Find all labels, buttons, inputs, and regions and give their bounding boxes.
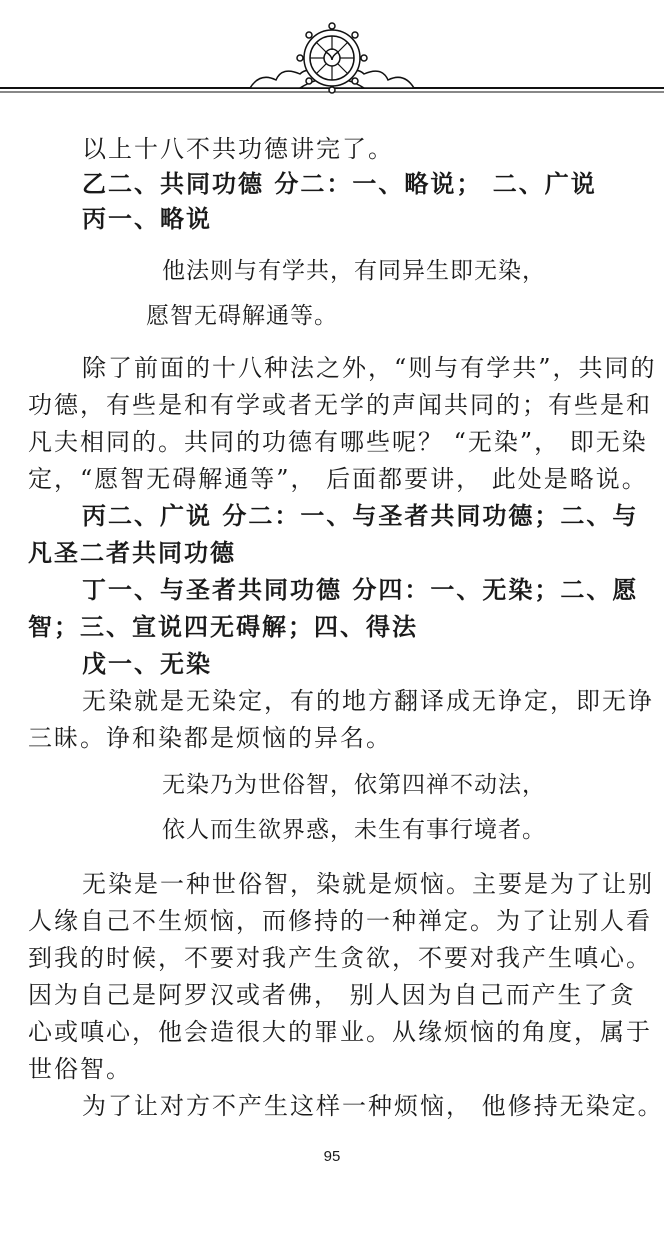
- text-line: 三昧。诤和染都是烦恼的异名。: [28, 724, 392, 752]
- verse-line: 愿智无碍解通等。: [146, 303, 338, 329]
- header-ornament: [0, 0, 664, 110]
- section-heading: 丙一、略说: [82, 204, 212, 233]
- section-heading: 智；三、宣说四无碍解；四、得法: [28, 612, 418, 641]
- text-line: 世俗智。: [28, 1055, 132, 1083]
- text-line: 除了前面的十八种法之外，“则与有学共”，共同的: [82, 354, 657, 382]
- verse-line: 他法则与有学共，有同异生即无染，: [162, 258, 546, 284]
- text-line: 无染是一种世俗智，染就是烦恼。主要是为了让别: [82, 870, 654, 898]
- section-heading: 乙二、共同功德 分二：一、略说； 二、广说: [82, 169, 597, 198]
- text-line: 无染就是无染定，有的地方翻译成无诤定，即无诤: [82, 687, 654, 715]
- text-line: 以上十八不共功德讲完了。: [82, 135, 394, 163]
- text-line: 为了让对方不产生这样一种烦恼， 他修持无染定。: [82, 1092, 664, 1120]
- dharma-wheel-icon: [0, 0, 664, 110]
- text-line: 因为自己是阿罗汉或者佛， 别人因为自己而产生了贪: [28, 981, 636, 1009]
- verse-line: 无染乃为世俗智，依第四禅不动法，: [162, 772, 546, 798]
- text-line: 人缘自己不生烦恼，而修持的一种禅定。为了让别人看: [28, 907, 652, 935]
- text-line: 心或嗔心，他会造很大的罪业。从缘烦恼的角度，属于: [28, 1018, 652, 1046]
- section-heading: 凡圣二者共同功德: [28, 538, 236, 567]
- section-heading: 戊一、无染: [82, 649, 212, 678]
- text-line: 功德，有些是和有学或者无学的声闻共同的；有些是和: [28, 391, 652, 419]
- section-heading: 丁一、与圣者共同功德 分四：一、无染；二、愿: [82, 575, 639, 604]
- text-line: 定，“愿智无碍解通等”， 后面都要讲， 此处是略说。: [28, 465, 648, 493]
- verse-line: 依人而生欲界惑，未生有事行境者。: [162, 817, 546, 843]
- section-heading: 丙二、广说 分二：一、与圣者共同功德；二、与: [82, 501, 639, 530]
- text-line: 凡夫相同的。共同的功德有哪些呢？ “无染”， 即无染: [28, 428, 648, 456]
- text-line: 到我的时候，不要对我产生贪欲，不要对我产生嗔心。: [28, 944, 652, 972]
- page-number: 95: [323, 1148, 341, 1165]
